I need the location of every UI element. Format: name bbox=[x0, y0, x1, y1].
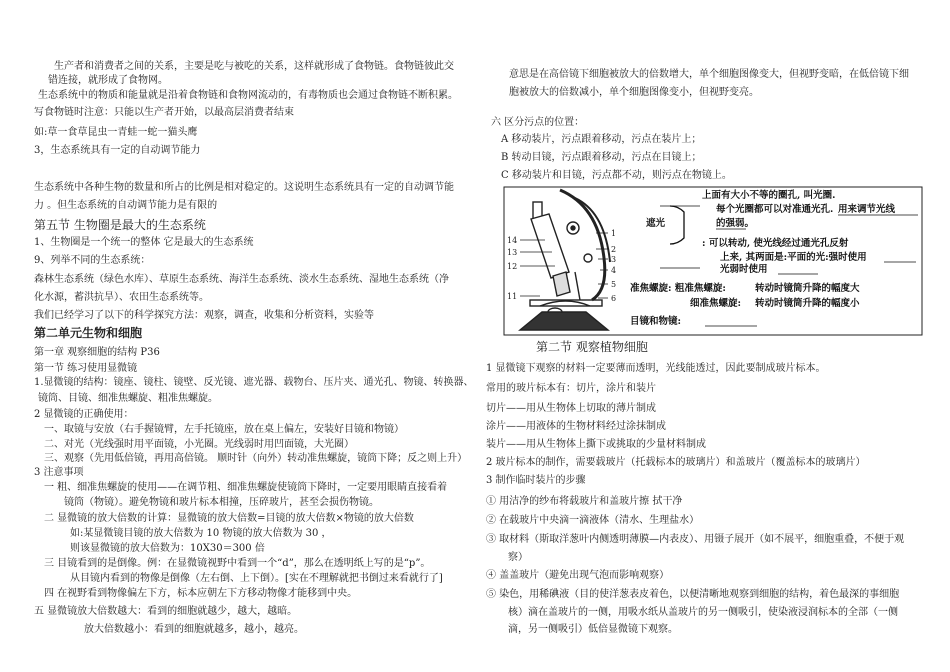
text-line: 滴，另一侧吸引）低倍显微镜下观察。 bbox=[508, 624, 678, 635]
text-line: 意思是在高倍镜下细胞被放大的倍数增大，单个细胞图像变大，但视野变暗，在低倍镜下细 bbox=[509, 69, 909, 80]
chapter-heading: 第一章 观察细胞的结构 P36 bbox=[34, 347, 160, 358]
text-line: 五 显微镜放大倍数越大：看到的细胞就越少，越大，越暗。 bbox=[34, 606, 298, 617]
part-number: 4 bbox=[611, 266, 617, 275]
part-number: 11 bbox=[507, 292, 518, 301]
note-text: 光弱时使用 bbox=[720, 264, 768, 275]
text-line: 镜筒、目镜、细准焦螺旋、粗准焦螺旋。 bbox=[38, 393, 218, 404]
text-line: 从目镜内看到的物像是倒像（左右倒、上下倒）。[实在不理解就把书倒过来看就行了] bbox=[70, 573, 443, 584]
text-line: 森林生态系统（绿色水库）、草原生态系统、海洋生态系统、淡水生态系统、湿地生态系统（净 bbox=[34, 274, 449, 285]
step-item: ④ 盖盖玻片（避免出现气泡而影响观察） bbox=[486, 570, 670, 581]
text-line: 1.显微镜的结构：镜座、镜柱、镜壁、反光镜、遮光器、载物台、压片夹、通光孔、物镜、转换器、 bbox=[34, 377, 474, 388]
text-line: 2 显微镜的正确使用： bbox=[34, 409, 134, 420]
note-text: 每个光圈都可以对准通光孔. bbox=[716, 204, 834, 215]
text-line: 一、取镜与安放（右手握镜臂，左手托镜座，放在桌上偏左，安装好目镜和物镜） bbox=[44, 424, 404, 435]
text-line: 生态系统中的物质和能量就是沿着食物链和食物网流动的，有毒物质也会通过食物链不断积累。 bbox=[38, 90, 458, 101]
text-line: 错连接，就形成了食物网。 bbox=[48, 75, 168, 86]
text-line: 三 目镜看到的是倒像。例：在显微镜视野中看到一个“d”，那么在透明纸上写的是“p”。 bbox=[44, 558, 431, 569]
note-text: 的强弱。 bbox=[716, 218, 755, 229]
text-line: 四 在视野看到物像偏左下方，标本应朝左下方移动物像才能移到中央。 bbox=[44, 588, 358, 599]
text-line: 化水源，蓄洪抗旱）、农田生态系统等。 bbox=[34, 292, 209, 303]
text-line: 切片——用从生物体上切取的薄片制成 bbox=[486, 403, 656, 414]
part-number: 6 bbox=[611, 294, 617, 303]
text-line: 生产者和消费者之间的关系，主要是吃与被吃的关系，这样就形成了食物链。食物链彼此交 bbox=[54, 61, 454, 72]
note-text: 用来调节光线 bbox=[838, 204, 896, 215]
text-line: 1、生物圈是一个统一的整体 它是最大的生态系统 bbox=[34, 237, 254, 248]
note-text: 上面有大小不等的圈孔, 叫光圈. bbox=[702, 190, 836, 201]
note-text: 上来, 其两面是:平面的光:强时使用 bbox=[720, 252, 867, 263]
text-line: 六 区分污点的位置： bbox=[491, 117, 585, 128]
text-line: 我们已经学习了以下的科学探究方法：观察，调查，收集和分析资料，实验等 bbox=[34, 310, 374, 321]
part-number: 1 bbox=[611, 229, 617, 238]
part-number: 5 bbox=[611, 280, 617, 289]
text-line: B 转动目镜，污点跟着移动，污点在目镜上； bbox=[501, 152, 702, 163]
part-number: 13 bbox=[507, 248, 518, 257]
note-label: 准焦螺旋: 粗准焦螺旋: bbox=[630, 283, 726, 294]
section-heading: 第一节 练习使用显微镜 bbox=[34, 363, 138, 374]
text-line: 二、对光（光线强时用平面镜，小光圈。光线弱时用凹面镜，大光圈） bbox=[44, 439, 354, 450]
text-line: 常用的玻片标本有：切片，涂片和装片 bbox=[486, 383, 656, 394]
note-label: 细准焦螺旋: bbox=[690, 298, 742, 309]
text-line: 一 粗、细准焦螺旋的使用——在调节粗、细准焦螺旋使镜筒下降时，一定要用眼睛直接看着 bbox=[44, 482, 448, 493]
text-line: 装片——用从生物体上撕下或挑取的少量材料制成 bbox=[486, 439, 706, 450]
text-line: 3 注意事项 bbox=[34, 467, 84, 478]
text-line: 涂片——用液体的生物材料经过涂抹制成 bbox=[486, 421, 666, 432]
text-line: C 移动装片和目镜，污点都不动，则污点在物镜上。 bbox=[501, 170, 732, 181]
note-text: 转动时镜筒升降的幅度大 bbox=[755, 283, 860, 294]
text-line: 三、观察（先用低倍镜，再用高倍镜。 顺时针（向外）转动准焦螺旋，镜筒下降；反之则上升） bbox=[44, 453, 468, 464]
step-item: ③ 取材料（斯取洋葱叶内侧透明薄膜—内表皮）、用镊子展开（如不展平，细胞重叠，不便于观 bbox=[486, 534, 905, 545]
part-number: 14 bbox=[507, 236, 518, 245]
note-label: 目镜和物镜: bbox=[630, 316, 682, 327]
text-line: 3 制作临时装片的步骤 bbox=[486, 475, 586, 486]
text-line: 核）滴在盖玻片的一侧，用吸水纸从盖玻片的另一侧吸引，使染液浸润标本的全部（一侧 bbox=[508, 607, 898, 618]
unit-heading: 第二单元生物和细胞 bbox=[34, 326, 143, 340]
text-line: 写食物链时注意：只能以生产者开始，以最高层消费者结束 bbox=[34, 107, 294, 118]
text-line: 3，生态系统具有一定的自动调节能力 bbox=[34, 145, 201, 156]
text-line: 力 。但生态系统的自动调节能力是有限的 bbox=[34, 200, 218, 211]
section-heading: 第二节 观察植物细胞 bbox=[536, 340, 648, 354]
text-line: 如:草一食草昆虫一青蛙一蛇一猫头鹰 bbox=[34, 127, 198, 138]
text-line: 胞被放大的倍数减小，单个细胞图像变小，但视野变亮。 bbox=[509, 87, 759, 98]
step-item: ⑤ 染色，用稀碘液（目的使洋葱表皮着色，以便清晰地观察到细胞的结构，着色最深的事细胞 bbox=[486, 589, 900, 600]
note-text: : 可以转动, 使光线经过通光孔反射 bbox=[702, 238, 849, 249]
part-number: 2 bbox=[611, 245, 617, 254]
step-item: ② 在载玻片中央滴一滴液体（清水、生理盐水） bbox=[486, 515, 700, 526]
text-line: 二 显微镜的放大倍数的计算：显微镜的放大倍数=目镜的放大倍数×物镜的放大倍数 bbox=[44, 513, 414, 524]
text-line: 则该显微镜的放大倍数为：10X30＝300 倍 bbox=[70, 543, 265, 554]
part-number: 3 bbox=[611, 255, 617, 264]
text-line: 放大倍数越小：看到的细胞就越多，越小，越亮。 bbox=[84, 624, 304, 635]
note-text: 转动时镜筒升降的幅度小 bbox=[755, 298, 860, 309]
text-line: 9、列举不同的生态系统： bbox=[34, 255, 151, 266]
text-line: 1 显微镜下观察的材料一定要薄而透明，光线能透过，因此要制成玻片标本。 bbox=[486, 363, 826, 374]
microscope-icon bbox=[520, 190, 610, 330]
step-item: ① 用洁净的纱布将载玻片和盖玻片擦 拭干净 bbox=[486, 496, 683, 507]
note-label: 遮光 bbox=[646, 218, 666, 229]
text-line: A 移动装片，污点跟着移动，污点在装片上； bbox=[501, 134, 702, 145]
text-line: 镜筒（物镜）。避免物镜和玻片标本相撞，压碎玻片，甚至会损伤物镜。 bbox=[64, 497, 379, 508]
text-line: 如:某显微镜目镜的放大倍数为 10 物镜的放大倍数为 30 ， bbox=[70, 528, 332, 539]
text-line: 生态系统中各种生物的数量和所占的比例是相对稳定的。这说明生态系统具有一定的自动调节能 bbox=[34, 182, 454, 193]
handwritten-notes bbox=[630, 189, 918, 327]
text-line: 察） bbox=[508, 552, 528, 563]
part-number: 12 bbox=[507, 262, 518, 271]
text-line: 2 玻片标本的制作，需要载玻片（托载标本的玻璃片）和盖玻片（覆盖标本的玻璃片） bbox=[486, 457, 866, 468]
section-heading: 第五节 生物圈是最大的生态系统 bbox=[34, 218, 206, 232]
